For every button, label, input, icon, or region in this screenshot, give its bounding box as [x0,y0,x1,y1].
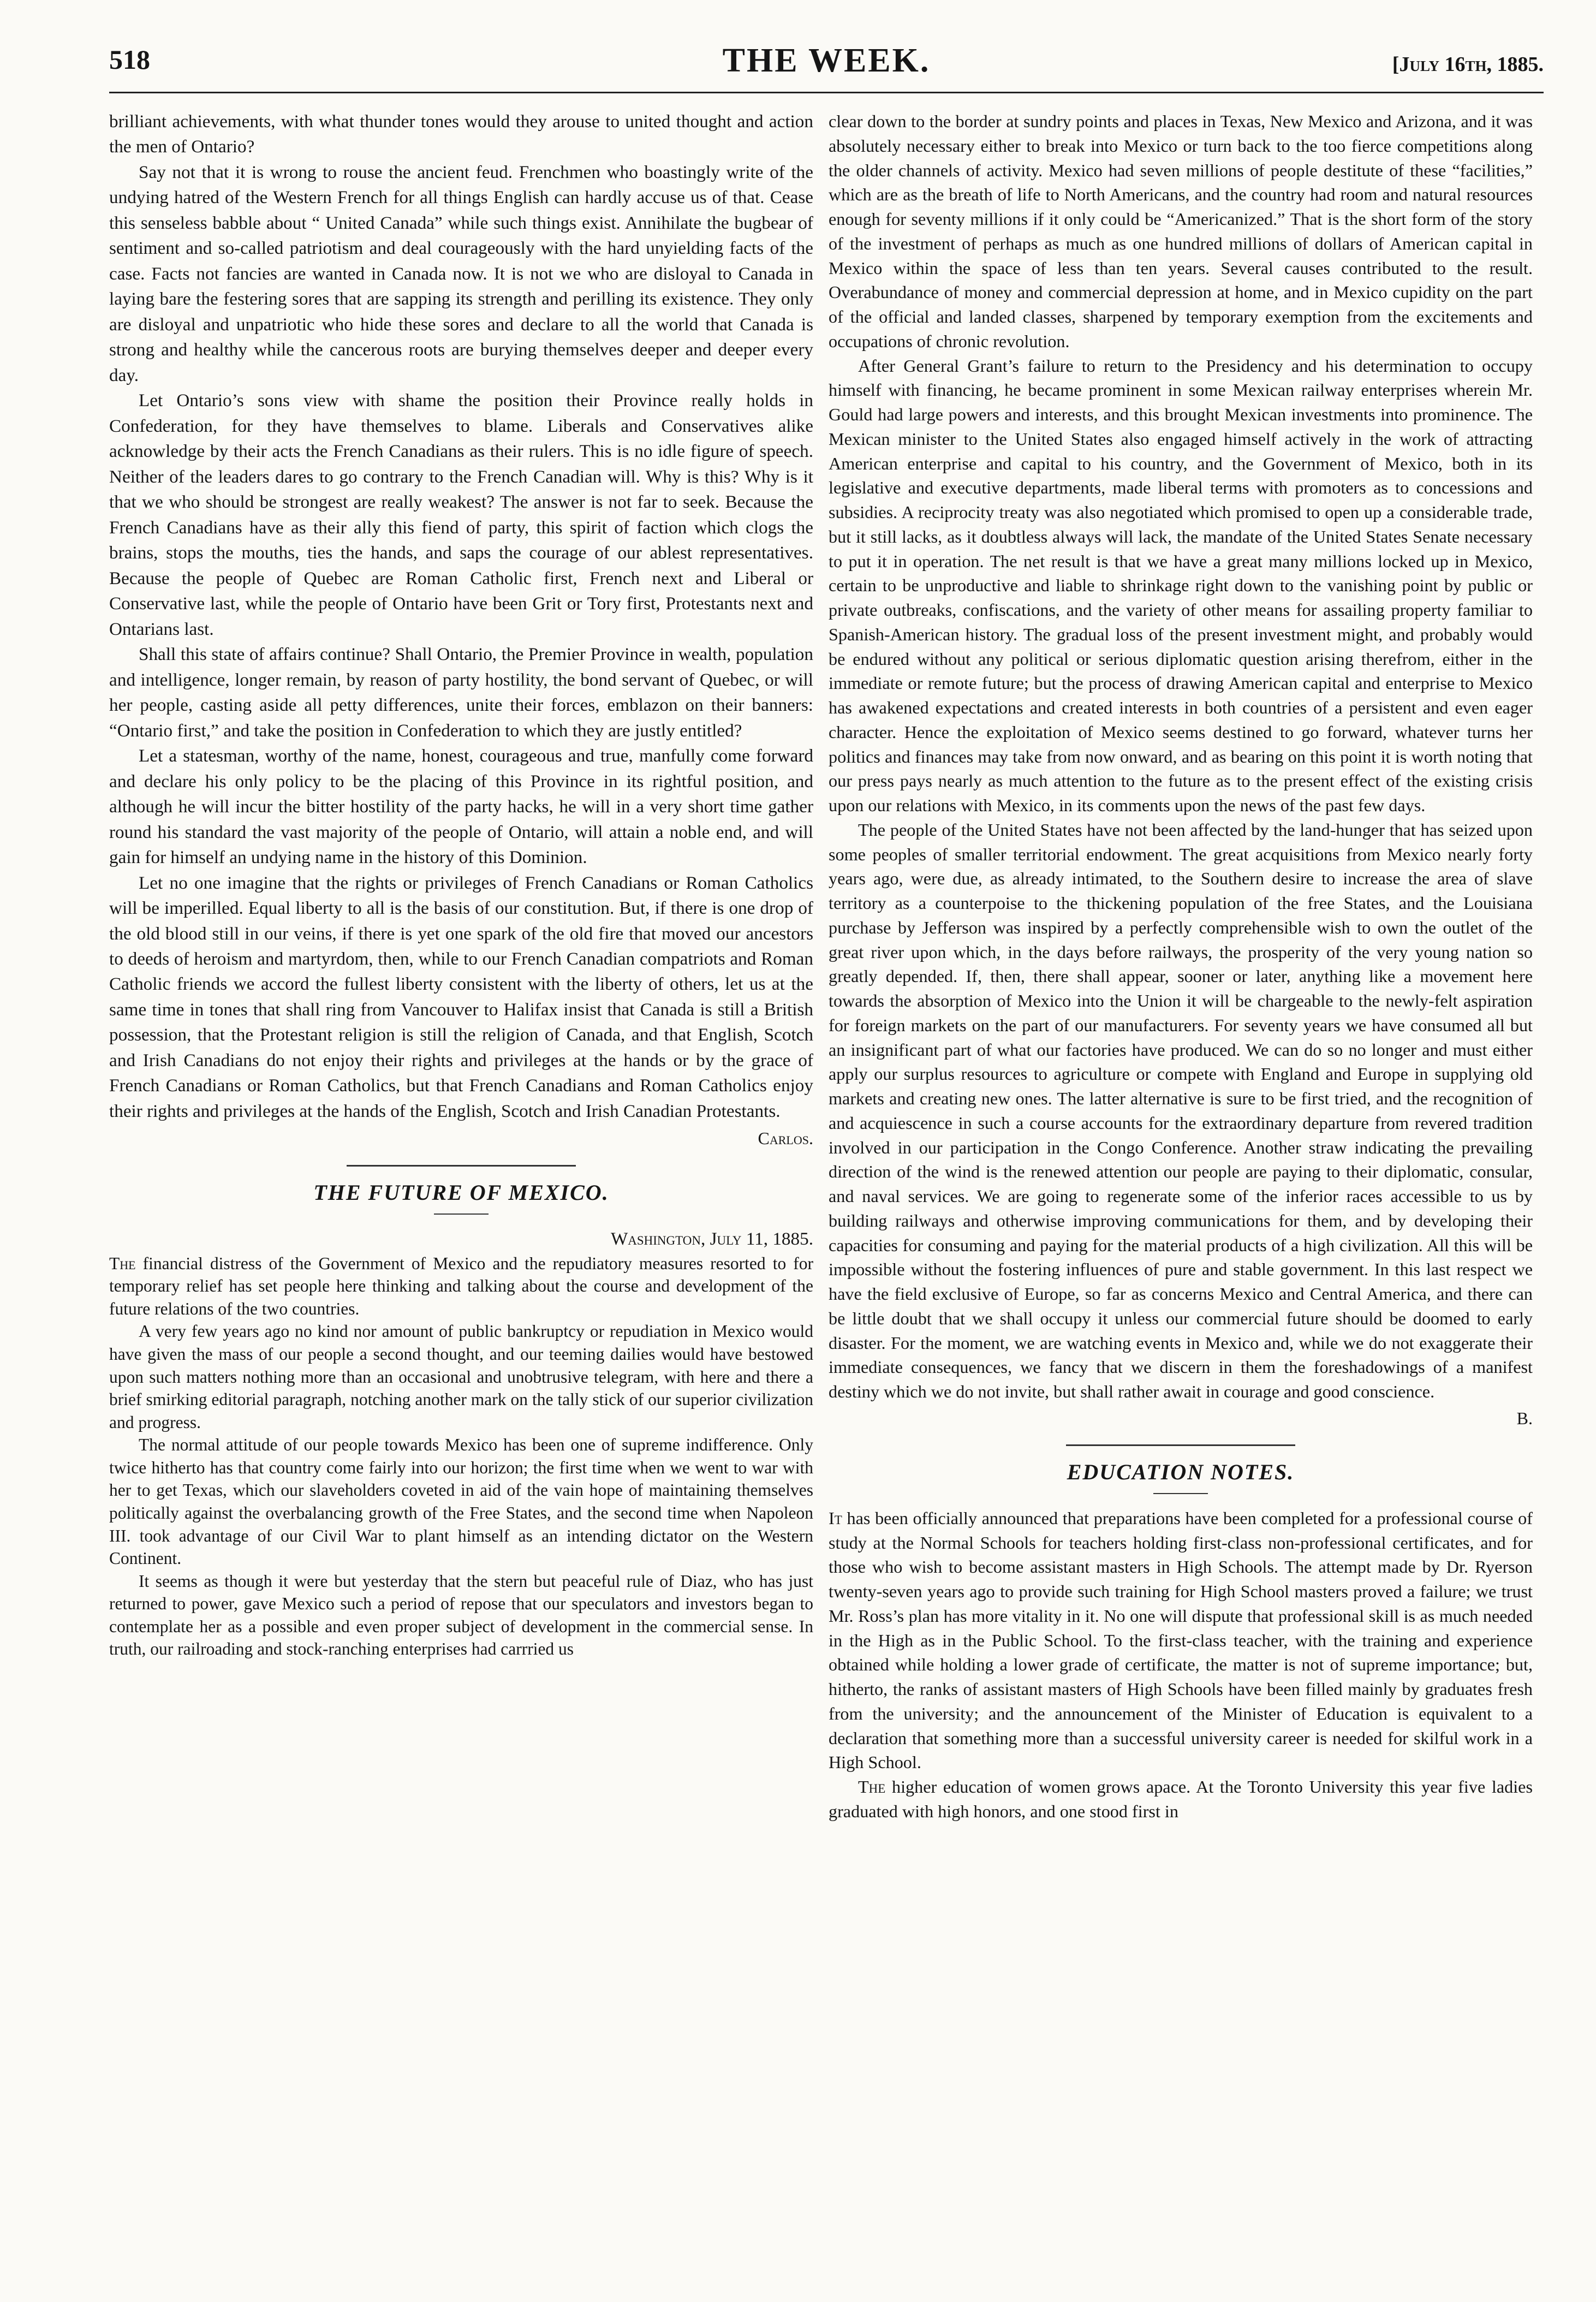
article-paragraph: It has been officially announced that preparations have been completed for a professional course of study at the Normal Schools for teachers holding first-class non-professional certificates, and for those who wish to become assistant masters in High Schools. The attempt made by Dr. Ryerson twenty-seven years ago to provide such training for High School masters proved a failure; we trust Mr. Ross’s plan has more vitality in it. No one will dispute that professional skill is as much needed in the High as in the Public School. To the first-class teacher, with the training and experience obtained while holding a lower grade of certificate, the matter is not of supreme importance; but, hitherto, the ranks of assistant masters of High Schools have been filled mainly by graduates fresh from the university; and the announcement of the Minister of Education is equivalent to a declaration that something more than a successful university career is needed for skilful work in a High School. [829,1508,1533,1772]
article-paragraph: clear down to the border at sundry points and places in Texas, New Mexico and Arizona, and it was absolutely necessary either to break into Mexico or turn back to the too fierce competitions along the older channels of activity. Mexico had seven millions of people destitute of these “facilities,” which are as the breath of life to North Americans, and the country had room and natural resources enough for seventy millions if it only could be “Americanized.” That is the short form of the story of the investment of perhaps as much as one hundred millions of dollars of American capital in Mexico within the space of less than ten years. Several causes contributed to the result. Overabundance of money and commercial depression at home, and in Mexico cupidity on the part of the official and landed classes, sharpened by temporary exemption from the excitements and occupations of chronic revolution. [829,111,1533,351]
article-paragraph: The higher education of women grows apace. At the Toronto University this year five ladies graduated with high honors, and one stood first in [829,1777,1533,1821]
article-paragraph: A very few years ago no kind nor amount of public bankruptcy or repudiation in Mexico would have given the mass of our people a second thought, and our teeming dailies would have bestowed upon such matters nothing more than an occasional and unobtrusive telegram, with here and there a brief smirking editorial paragraph, notching another mark on the tally stick of our superior civilization and progress. [109,1322,813,1432]
lead-word: The [858,1777,886,1797]
section-divider [347,1165,576,1167]
article-paragraph: Let no one imagine that the rights or privileges of French Canadians or Roman Catholics will be imperilled. Equal liberty to all is the basis of our constitution. But, if there is one drop of the old blood still in our veins, if there is yet one spark of the old fire that moved our ancestors to deeds of heroism and martyrdom, then, while to our French Canadian compatriots and Roman Catholic friends we accord the fullest liberty consistent with the liberty of others, let us at the same time in tones that shall ring from Vancouver to Halifax insist that Canada is still a British possession, that the Protestant religion is still the religion of Canada, and that English, Scotch and Irish Canadians do not enjoy their rights and privileges at the hands or by the grace of French Canadians or Roman Catholics, but that French Canadians and Roman Catholics enjoy their rights and privileges at the hands of the English, Scotch and Irish Canadian Protestants. [109,872,813,1121]
title-underline [434,1214,489,1215]
mexico-article [109,1252,813,1661]
right-column [829,109,1533,2287]
section-divider [1066,1444,1295,1446]
author-signature: B. [1516,1408,1533,1428]
issue-date: [July 16th, 1885. [1392,53,1544,76]
lead-word: It [829,1508,842,1528]
article-paragraph: Shall this state of affairs continue? Shall Ontario, the Premier Province in wealth, population and intelligence, longer remain, by reason of party hostility, the bond servant of Quebec, or will her people, casting aside all petty differences, unite their forces, emblazon on their banners: “Ontario first,” and take the position in Confederation to which they are justly entitled? [109,644,813,741]
lead-word: The [109,1253,136,1273]
publication-title: THE WEEK. [722,42,931,79]
article-paragraph: Say not that it is wrong to rouse the ancient feud. Frenchmen who boastingly write of the undying hatred of the Western French for all things English can hardly accuse us of that. Cease this senseless babble about “ United Canada” while such things exist. Annihilate the bugbear of sentiment and so-called patriotism and deal courageously with the hard unyielding facts of the case. Facts not fancies are wanted in Canada now. It is not we who are disloyal to Canada in laying bare the festering sores that are sapping its strength and perilling its existence. They only are disloyal and unpatriotic who hide these sores and declare to all the world that Canada is strong and healthy while the cancerous roots are burying themselves deeper and deeper every day. [109,162,813,385]
article-paragraph: Let Ontario’s sons view with shame the position their Province really holds in Confederation, for they have themselves to blame. Liberals and Conservatives alike acknowledge by their acts the French Canadians as their rulers. This is no idle figure of speech. Neither of the leaders dares to go contrary to the French Canadian will. Why is this? Why is it that we who should be strongest are really weakest? The answer is not far to seek. Because the French Canadians have as their ally this fiend of party, this spirit of faction which clogs the brains, stops the mouths, ties the hands, and saps the courage of our ablest representatives. Because the people of Quebec are Roman Catholic first, French next and Liberal or Conservative last, while the people of Ontario have been Grit or Tory first, Protestants next and Ontarians last. [109,390,813,639]
title-underline [1153,1493,1208,1494]
section-title: THE FUTURE OF MEXICO. [313,1180,609,1205]
article-paragraph: The people of the United States have not been affected by the land-hunger that has seized upon some peoples of smaller territorial endowment. The great acquisitions from Mexico nearly forty years ago, were due, as already intimated, to the Southern desire to increase the area of slave territory as a counterpoise to the thickening population of the free States, and the Louisiana purchase by Jefferson was inspired by a perfectly comprehensible wish to own the outlet of the great river upon which, in the days before railways, the prosperity of the very young nation so greatly depended. If, then, there shall appear, sooner or later, anything like a movement here towards the absorption of Mexico into the Union it will be chargeable to the newly-felt aspiration for foreign markets on the part of our manufacturers. For seventy years we have consumed all but an insignificant part of what our factories have produced. We can do so no longer and must either apply our surplus resources to agriculture or compete with England and Europe in supplying old markets and creating new ones. The latter alternative is sure to be first tried, and the recognition of and acquiescence in such a course accounts for the extraordinary departure from revered tradition involved in our participation in the Congo Conference. Another straw indicating the prevailing direction of the wind is the renewed attention our people are paying to their diplomatic, consular, and naval services. We are going to regenerate some of the inferior races accessible to us by building railways and otherwise improving communications for them, and by developing their capacities for consuming and paying for the material products of a high civilization. All this will be impossible without the fostering influences of pure and stable government. In this last respect we have the field exclusive of Europe, so far as concerns Mexico and Central America, and there can be little doubt that we shall occupy it unless our commercial future should be doomed to early disaster. For the moment, we are watching events in Mexico and, while we do not exaggerate their immediate consequences, we fancy that we discern in them the foreshadowings of a manifest destiny which we do not invite, but shall rather await in courage and good conscience. [829,819,1533,1401]
author-signature: Carlos. [758,1128,813,1149]
section-title: EDUCATION NOTES. [1067,1460,1295,1485]
page-header [109,32,1544,93]
left-column [109,109,813,2287]
article-paragraph: brilliant achievements, with what thunder tones would they arouse to united thought and action the men of Ontario? [109,111,813,157]
dateline: Washington, July 11, 1885. [610,1229,813,1250]
page-number: 518 [109,44,150,75]
article-paragraph: The financial distress of the Government of Mexico and the repudiatory measures resorted to for temporary relief has set people here thinking and talking about the course and development of the future relations of the two countries. [109,1253,813,1318]
article-paragraph: After General Grant’s failure to return to the Presidency and his determination to occupy himself with financing, he became prominent in some Mexican railway enterprises wherein Mr. Gould had large powers and interests, and this brought Mexican investments into prominence. The Mexican minister to the United States also engaged himself actively in the work of attracting American enterprise and capital to his country, and the Government of Mexico, both in its legislative and executive departments, made liberal terms with promoters as to concessions and subsidies. A reciprocity treaty was also negotiated which promised to open up a considerable trade, but it still lacks, as it doubtless always will lack, the mandate of the United States Senate necessary to put it in operation. The net result is that we have a great many millions locked up in Mexico, certain to be unproductive and liable to shrinkage right down to the vanishing point by public or private outbreaks, confiscations, and the variety of other means for assailing property familiar to Spanish-American history. The gradual loss of the present investment might, and probably would be endured without any political or serious diplomatic question arising therefrom, either in the immediate or remote future; but the process of drawing American capital and enterprise to Mexico has awakened expectations and created interests in both countries of a persistent and even eager character. Hence the exploitation of Mexico seems destined to go forward, whatever turns her politics and finances may take from now onward, and as bearing on this point it is worth noting that our press pays nearly as much attention to the future as to the present effect of the existing crisis upon our relations with Mexico, in its comments upon the news of the past few days. [829,355,1533,815]
article-paragraph: The normal attitude of our people towards Mexico has been one of supreme indifference. Only twice hitherto has that country come fairly into our horizon; the first time when we went to war with her to get Texas, which our slaveholders coveted in aid of the vain hope of maintaining themselves politically against the overbalancing growth of the Free States, and the second time when Napoleon III. took advantage of our Civil War to plant himself as an intending dictator on the Western Continent. [109,1435,813,1568]
article-paragraph: Let a statesman, worthy of the name, honest, courageous and true, manfully come forward and declare his only policy to be the placing of this Province in its rightful position, and although he will incur the bitter hostility of the party hacks, he will in a very short time gather round his standard the vast majority of the people of Ontario, will attain a noble end, and will gain for himself an undying name in the history of this Dominion. [109,746,813,868]
article-paragraph: It seems as though it were but yesterday that the stern but peaceful rule of Diaz, who has just returned to power, gave Mexico such a period of repose that our speculators and investors began to contemplate her as a possible and even proper subject of development in the commercial sense. In truth, our railroading and stock-ranching enterprises had carrried us [109,1571,813,1659]
